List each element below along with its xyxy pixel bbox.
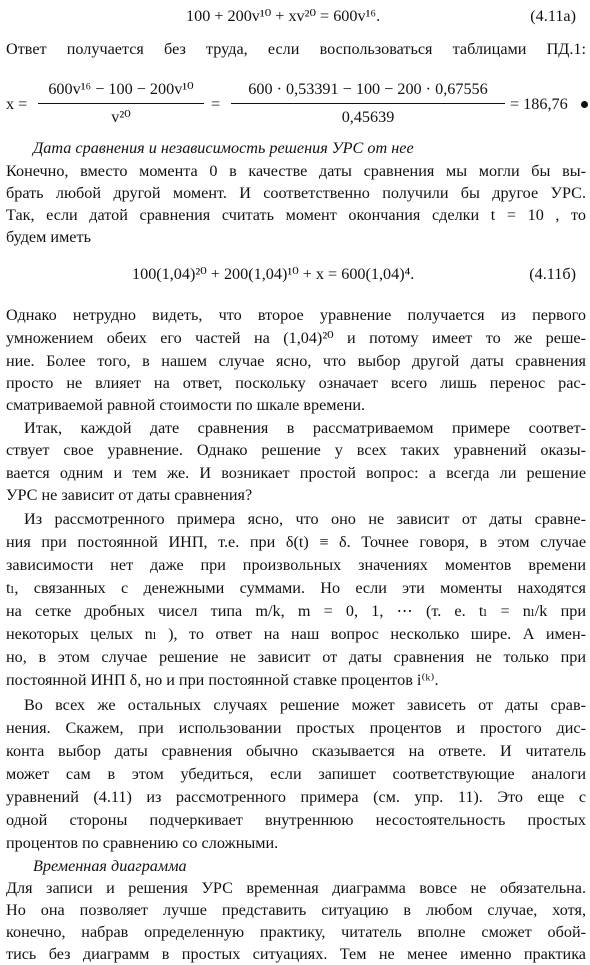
fraction2-denominator: 0,45639	[341, 108, 395, 126]
paragraph-line: процентов по сравнению со сложными.	[6, 834, 279, 852]
paragraph-line: вается одним и тем же. И возникает простой вопрос: а всегда ли решение	[6, 464, 586, 482]
paragraph-line: Однако нетрудно видеть, что второе уравнение получается из первого	[6, 306, 586, 324]
paragraph-line: Так, если датой сравнения считать момент окончания сделки t = 10 , то	[6, 206, 586, 224]
paragraph-line: умножением обеих его частей на (1,04)²⁰ и потому имеет то же реше-	[6, 329, 586, 347]
paragraph-line: брать любой другой момент. И соответственно получили бы другое УРС.	[6, 184, 586, 202]
intro-line: Ответ получается без труда, если воспользоваться таблицами ПД.1:	[6, 40, 586, 58]
paragraph-line: зависимости нет даже при произвольных значениях моментов времени	[6, 556, 586, 574]
paragraph-line: одной стороны подчеркивает внутреннюю несостоятельность простых	[6, 811, 586, 829]
paragraph-line: ствует свое уравнение. Однако решение у всех таких уравнений оказы-	[6, 441, 586, 459]
paragraph-line: на сетке дробных чисел типа m/k, m = 0, 1, ⋯ (т. е. tₗ = nₗ/k при	[6, 602, 586, 620]
end-of-example-bullet	[581, 101, 588, 108]
paragraph-line: уравнений (4.11) из рассмотренного примера (см. упр. 11). Это еще с	[6, 788, 586, 806]
paragraph-line: конечно, набрав определенную практику, читатель вполне сможет обой-	[6, 923, 586, 941]
paragraph-line: Итак, каждой дате сравнения в рассматриваемом примере соответ-	[24, 419, 586, 437]
fraction2-bar	[231, 103, 505, 104]
fraction1-denominator: v²⁰	[111, 108, 131, 126]
equation-4-11a: 100 + 200v¹⁰ + xv²⁰ = 600v¹⁶.	[186, 7, 381, 25]
section-heading-comparison-date: Дата сравнения и независимость решения УРС от нее	[33, 139, 414, 157]
paragraph-line: Конечно, вместо момента 0 в качестве даты сравнения мы могли бы вы-	[6, 162, 586, 180]
paragraph-line: но, в этом случае решение не зависит от даты сравнения не только при	[6, 648, 586, 666]
paragraph-line: тись без диаграмм в простых ситуациях. Тем не менее именно практика	[6, 945, 586, 963]
fraction1-bar	[38, 103, 204, 104]
equation-4-11b: 100(1,04)²⁰ + 200(1,04)¹⁰ + x = 600(1,04)⁴.	[132, 265, 415, 283]
paragraph-line: ния при постоянной ИНП, т.е. при δ(t) ≡ δ. Точнее говоря, в этом случае	[6, 533, 586, 551]
paragraph-line: некоторых целых nₗ ), то ответ на наш вопрос несколько шире. А имен-	[6, 625, 586, 643]
paragraph-line: будем иметь	[6, 228, 91, 246]
book-page	[6, 0, 586, 963]
paragraph-line: может сам в этом убедиться, если запишет соответствующие аналоги	[6, 765, 586, 783]
paragraph-line: просто не влияет на ответ, поскольку означает всего лишь перенос рас-	[6, 374, 586, 392]
paragraph-line: Но она позволяет лучше представить ситуацию в любом случае, хотя,	[6, 901, 586, 919]
paragraph-line: сматриваемой равной стоимости по шкале времени.	[6, 396, 366, 414]
paragraph-line: tₗ, связанных с денежными суммами. Но если эти моменты находятся	[6, 579, 586, 597]
section-heading-time-diagram: Временная диаграмма	[33, 857, 187, 875]
paragraph-line: УРС не зависит от даты сравнения?	[6, 486, 253, 504]
paragraph-line: нения. Скажем, при использовании простых процентов и простого дис-	[6, 719, 586, 737]
solution-result: = 186,76	[510, 95, 568, 113]
paragraph-line: Для записи и решения УРС временная диаграмма вовсе не обязательна.	[6, 879, 586, 897]
fraction1-numerator: 600v¹⁶ − 100 − 200v¹⁰	[48, 80, 194, 98]
paragraph-line: Из рассмотренного примера ясно, что оно не зависит от даты сравне-	[24, 510, 586, 528]
equation-number-4-11b: (4.11б)	[529, 265, 576, 283]
paragraph-line: ние. Более того, в нашем случае ясно, что выбор другой даты сравнения	[6, 352, 586, 370]
solution-lhs: x =	[6, 95, 28, 113]
paragraph-line: постоянной ИНП δ, но и при постоянной ставке процентов i⁽ᵏ⁾.	[6, 671, 439, 689]
solution-equals: =	[211, 95, 221, 113]
paragraph-line: конта выбор даты сравнения обычно сказывается на ответе. И читатель	[6, 742, 586, 760]
fraction2-numerator: 600 · 0,53391 − 100 − 200 · 0,67556	[248, 80, 488, 98]
paragraph-line: Во всех же остальных случаях решение может зависеть от даты срав-	[24, 696, 586, 714]
equation-number-4-11a: (4.11a)	[530, 7, 576, 25]
